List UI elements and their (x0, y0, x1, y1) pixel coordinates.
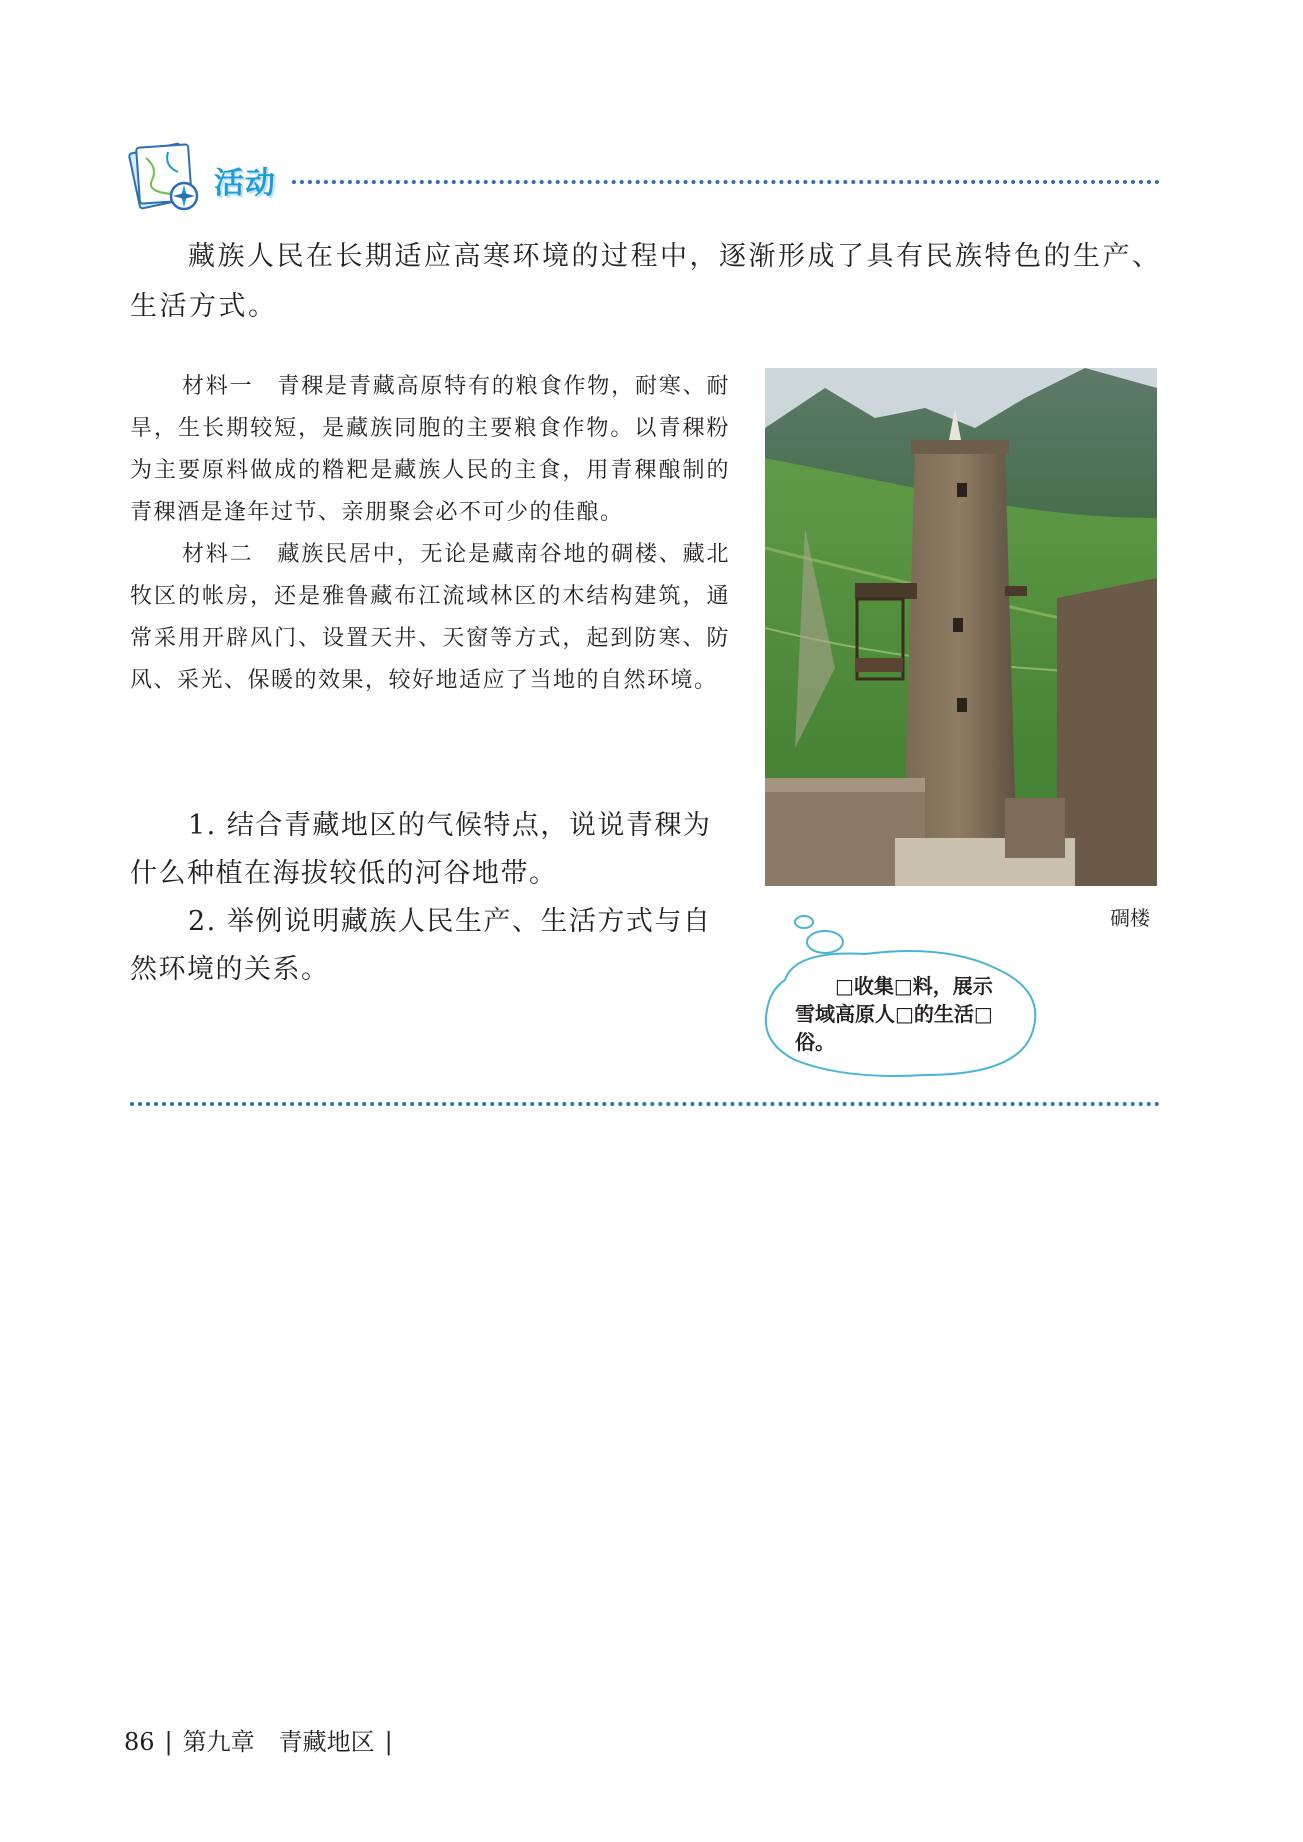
material-two: 材料二 藏族民居中，无论是藏南谷地的碉楼、藏北牧区的帐房，还是雅鲁藏布江流域林区的木结构建筑，通常采用开辟风门、设置天井、天窗等方式，起到防寒、防风、采光、保暖的效果，较好地适应了当地的自然环境。 (130, 542, 730, 693)
map-compass-icon (128, 138, 208, 218)
question-two: 2. 举例说明藏族人民生产、生活方式与自然环境的关系。 (130, 906, 712, 985)
photo-caption: 碉楼 (1110, 906, 1150, 930)
footer-separator: | (164, 1728, 173, 1756)
material-one: 材料一 青稞是青藏高原特有的粮食作物，耐寒、耐旱，生长期较短，是藏族同胞的主要粮食作物。以青稞粉为主要原料做成的糌粑是藏族人民的主食，用青稞酿制的青稞酒是逢年过节、亲朋聚会必不可少的佳酿。 (130, 374, 730, 525)
bottom-dotted-divider (130, 1102, 1160, 1106)
top-dotted-divider (292, 180, 1160, 184)
question-one: 1. 结合青藏地区的气候特点，说说青稞为什么种植在海拔较低的河谷地带。 (130, 810, 712, 889)
page-footer (124, 1722, 403, 1757)
intro-text: 藏族人民在长期适应高寒环境的过程中，逐渐形成了具有民族特色的生产、生活方式。 (130, 241, 1162, 322)
materials-section (130, 366, 730, 702)
diaolou-photo (765, 368, 1157, 886)
bubble-text: □收集□料，展示雪域高原人□的生活□俗。 (795, 974, 993, 1054)
questions-section (130, 802, 730, 994)
page-number: 86 (124, 1728, 155, 1756)
activity-title: 活动 (214, 166, 276, 201)
intro-paragraph (130, 232, 1162, 332)
footer-separator-end: | (384, 1728, 393, 1756)
chapter-title: 第九章 青藏地区 (182, 1728, 375, 1756)
